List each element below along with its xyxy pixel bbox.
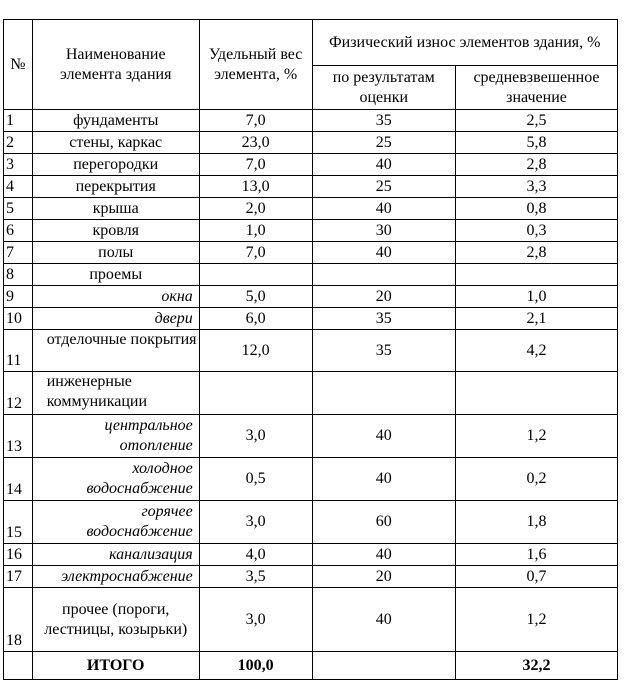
wear-by-evaluation: 35 bbox=[312, 308, 456, 330]
weighted-average-wear: 2,5 bbox=[456, 110, 618, 132]
specific-weight: 3,0 bbox=[199, 415, 312, 458]
row-number: 13 bbox=[4, 415, 33, 458]
table-row bbox=[4, 286, 618, 308]
table-row bbox=[4, 330, 618, 372]
wear-by-evaluation: 40 bbox=[312, 198, 456, 220]
table-row bbox=[4, 544, 618, 566]
row-number: 15 bbox=[4, 501, 33, 544]
wear-by-evaluation: 25 bbox=[312, 176, 456, 198]
row-number: 16 bbox=[4, 544, 33, 566]
weighted-average-wear: 0,3 bbox=[456, 220, 618, 242]
row-number: 14 bbox=[4, 458, 33, 501]
specific-weight: 1,0 bbox=[199, 220, 312, 242]
weighted-average-wear: 0,7 bbox=[456, 566, 618, 588]
header-specific-weight: Удельный вес элемента, % bbox=[199, 20, 312, 110]
table-row bbox=[4, 264, 618, 286]
element-name: горячее водоснабжение bbox=[32, 501, 199, 544]
weighted-average-wear: 2,8 bbox=[456, 154, 618, 176]
table-row bbox=[4, 176, 618, 198]
weighted-average-wear: 5,8 bbox=[456, 132, 618, 154]
wear-by-evaluation: 40 bbox=[312, 154, 456, 176]
wear-by-evaluation: 60 bbox=[312, 501, 456, 544]
weighted-average-wear bbox=[456, 372, 618, 415]
wear-by-evaluation bbox=[312, 372, 456, 415]
element-name: фундаменты bbox=[32, 110, 199, 132]
weighted-average-wear: 1,2 bbox=[456, 588, 618, 652]
wear-by-evaluation bbox=[312, 264, 456, 286]
row-number: 5 bbox=[4, 198, 33, 220]
table-row bbox=[4, 154, 618, 176]
table-row bbox=[4, 372, 618, 415]
row-number: 3 bbox=[4, 154, 33, 176]
wear-by-evaluation: 25 bbox=[312, 132, 456, 154]
total-row-number bbox=[4, 652, 33, 680]
wear-by-evaluation: 40 bbox=[312, 588, 456, 652]
table-row bbox=[4, 308, 618, 330]
specific-weight: 3,5 bbox=[199, 566, 312, 588]
wear-by-evaluation: 35 bbox=[312, 330, 456, 372]
weighted-average-wear: 4,2 bbox=[456, 330, 618, 372]
row-number: 7 bbox=[4, 242, 33, 264]
wear-by-evaluation: 30 bbox=[312, 220, 456, 242]
total-label: ИТОГО bbox=[32, 652, 199, 680]
table-row bbox=[4, 566, 618, 588]
specific-weight: 5,0 bbox=[199, 286, 312, 308]
element-name: полы bbox=[32, 242, 199, 264]
total-weight: 100,0 bbox=[199, 652, 312, 680]
element-name: стены, каркас bbox=[32, 132, 199, 154]
specific-weight: 6,0 bbox=[199, 308, 312, 330]
wear-by-evaluation: 40 bbox=[312, 458, 456, 501]
weighted-average-wear: 3,3 bbox=[456, 176, 618, 198]
table-row bbox=[4, 132, 618, 154]
weighted-average-wear bbox=[456, 264, 618, 286]
wear-by-evaluation: 35 bbox=[312, 110, 456, 132]
table-row bbox=[4, 501, 618, 544]
element-name: инженерные коммуникации bbox=[32, 372, 199, 415]
weighted-average-wear: 2,1 bbox=[456, 308, 618, 330]
table-row bbox=[4, 458, 618, 501]
row-number: 8 bbox=[4, 264, 33, 286]
element-name: прочее (пороги, лестницы, козырьки) bbox=[32, 588, 199, 652]
element-name: отделочные покрытия bbox=[32, 330, 199, 372]
specific-weight: 23,0 bbox=[199, 132, 312, 154]
header-element-name: Наименование элемента здания bbox=[32, 20, 199, 110]
specific-weight: 3,0 bbox=[199, 588, 312, 652]
specific-weight: 7,0 bbox=[199, 110, 312, 132]
specific-weight: 12,0 bbox=[199, 330, 312, 372]
table-row bbox=[4, 242, 618, 264]
weighted-average-wear: 2,8 bbox=[456, 242, 618, 264]
header-weighted-average: средневзвешенное значение bbox=[456, 66, 618, 110]
row-number: 12 bbox=[4, 372, 33, 415]
wear-by-evaluation: 20 bbox=[312, 566, 456, 588]
element-name: канализация bbox=[32, 544, 199, 566]
weighted-average-wear: 0,2 bbox=[456, 458, 618, 501]
table-row bbox=[4, 110, 618, 132]
row-number: 18 bbox=[4, 588, 33, 652]
wear-by-evaluation: 40 bbox=[312, 415, 456, 458]
specific-weight: 7,0 bbox=[199, 154, 312, 176]
header-number: № bbox=[4, 20, 33, 110]
specific-weight: 7,0 bbox=[199, 242, 312, 264]
row-number: 9 bbox=[4, 286, 33, 308]
specific-weight bbox=[199, 372, 312, 415]
element-name: проемы bbox=[32, 264, 199, 286]
weighted-average-wear: 1,2 bbox=[456, 415, 618, 458]
row-number: 1 bbox=[4, 110, 33, 132]
weighted-average-wear: 1,0 bbox=[456, 286, 618, 308]
weighted-average-wear: 1,6 bbox=[456, 544, 618, 566]
header-by-evaluation: по результатам оценки bbox=[312, 66, 456, 110]
total-weighted-average: 32,2 bbox=[456, 652, 618, 680]
specific-weight: 13,0 bbox=[199, 176, 312, 198]
weighted-average-wear: 1,8 bbox=[456, 501, 618, 544]
element-name: окна bbox=[32, 286, 199, 308]
header-physical-wear: Физический износ элементов здания, % bbox=[312, 20, 618, 66]
row-number: 4 bbox=[4, 176, 33, 198]
row-number: 6 bbox=[4, 220, 33, 242]
element-name: перекрытия bbox=[32, 176, 199, 198]
wear-by-evaluation: 40 bbox=[312, 544, 456, 566]
specific-weight: 2,0 bbox=[199, 198, 312, 220]
specific-weight: 3,0 bbox=[199, 501, 312, 544]
element-name: перегородки bbox=[32, 154, 199, 176]
table-row bbox=[4, 588, 618, 652]
row-number: 17 bbox=[4, 566, 33, 588]
table-row bbox=[4, 415, 618, 458]
table-row bbox=[4, 198, 618, 220]
specific-weight bbox=[199, 264, 312, 286]
total-eval bbox=[312, 652, 456, 680]
wear-by-evaluation: 40 bbox=[312, 242, 456, 264]
element-name: холодное водоснабжение bbox=[32, 458, 199, 501]
specific-weight: 4,0 bbox=[199, 544, 312, 566]
element-name: кровля bbox=[32, 220, 199, 242]
element-name: двери bbox=[32, 308, 199, 330]
row-number: 2 bbox=[4, 132, 33, 154]
total-row bbox=[4, 652, 618, 680]
row-number: 10 bbox=[4, 308, 33, 330]
element-name: электроснабжение bbox=[32, 566, 199, 588]
table-row bbox=[4, 220, 618, 242]
element-name: крыша bbox=[32, 198, 199, 220]
element-name: центральное отопление bbox=[32, 415, 199, 458]
row-number: 11 bbox=[4, 330, 33, 372]
specific-weight: 0,5 bbox=[199, 458, 312, 501]
wear-by-evaluation: 20 bbox=[312, 286, 456, 308]
building-wear-table bbox=[3, 19, 618, 680]
weighted-average-wear: 0,8 bbox=[456, 198, 618, 220]
